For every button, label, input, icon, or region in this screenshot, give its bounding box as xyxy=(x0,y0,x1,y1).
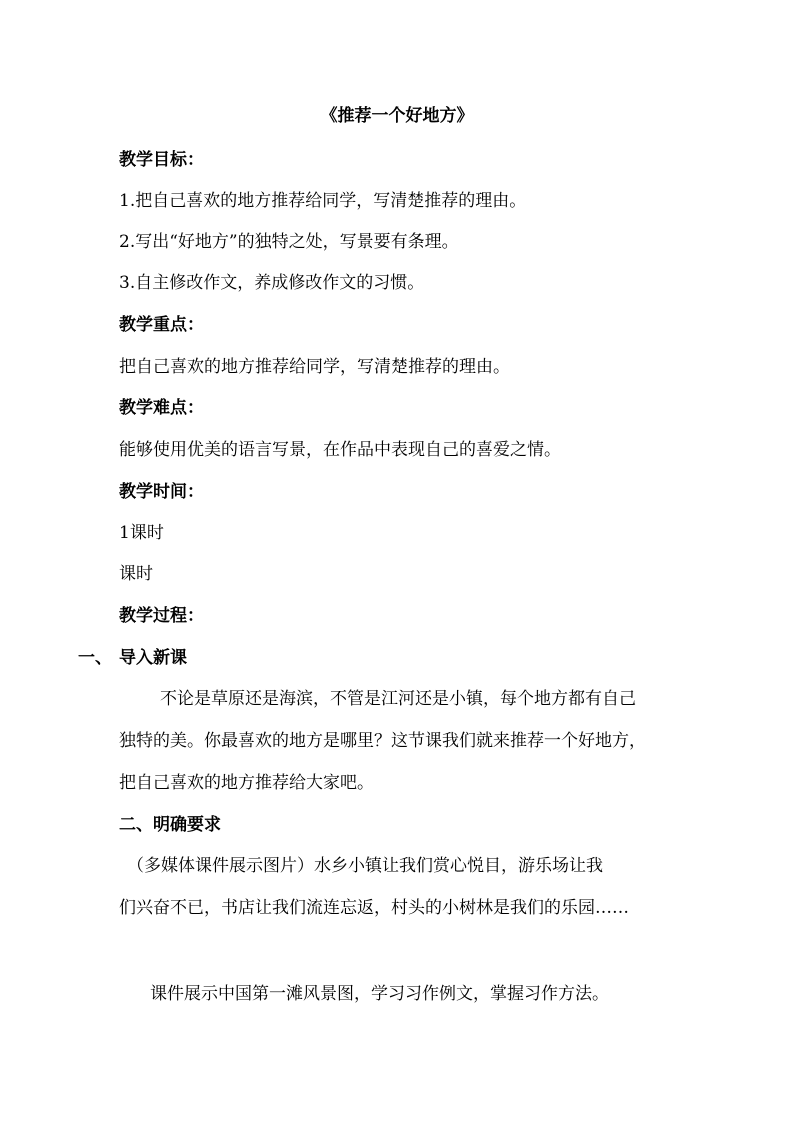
time-value: 1课时 xyxy=(119,523,164,543)
section-2-line-2: 们兴奋不已，书店让我们流连忘返，村头的小树林是我们的乐园…… xyxy=(119,898,629,918)
section-1-line-1: 不论是草原还是海滨，不管是江河还是小镇，每个地方都有自己 xyxy=(160,689,636,709)
time-extra: 课时 xyxy=(119,564,153,584)
objective-item-2: 2.写出“好地方”的独特之处，写景要有条理。 xyxy=(119,232,459,252)
document-title: 《推荐一个好地方》 xyxy=(320,106,474,126)
process-heading: 教学过程： xyxy=(119,606,204,626)
key-points-text: 把自己喜欢的地方推荐给同学，写清楚推荐的理由。 xyxy=(119,357,510,377)
section-1-line-2: 独特的美。你最喜欢的地方是哪里？这节课我们就来推荐一个好地方， xyxy=(119,731,646,751)
section-2-closing: 课件展示中国第一滩风景图，学习习作例文，掌握习作方法。 xyxy=(150,984,609,1004)
section-1-title: 导入新课 xyxy=(119,648,187,668)
objective-item-3: 3.自主修改作文，养成修改作文的习惯。 xyxy=(119,273,425,293)
difficulties-text: 能够使用优美的语言写景，在作品中表现自己的喜爱之情。 xyxy=(119,440,561,460)
section-1-line-3: 把自己喜欢的地方推荐给大家吧。 xyxy=(119,773,374,793)
objectives-heading: 教学目标： xyxy=(119,150,204,170)
objective-item-1: 1.把自己喜欢的地方推荐给同学，写清楚推荐的理由。 xyxy=(119,191,527,211)
section-2-heading: 二、明确要求 xyxy=(119,815,221,835)
section-1-number: 一、 xyxy=(78,648,112,668)
key-points-heading: 教学重点： xyxy=(119,315,204,335)
time-heading: 教学时间： xyxy=(119,482,204,502)
section-2-line-1: （多媒体课件展示图片）水乡小镇让我们赏心悦目，游乐场让我 xyxy=(127,856,603,876)
difficulties-heading: 教学难点： xyxy=(119,398,204,418)
